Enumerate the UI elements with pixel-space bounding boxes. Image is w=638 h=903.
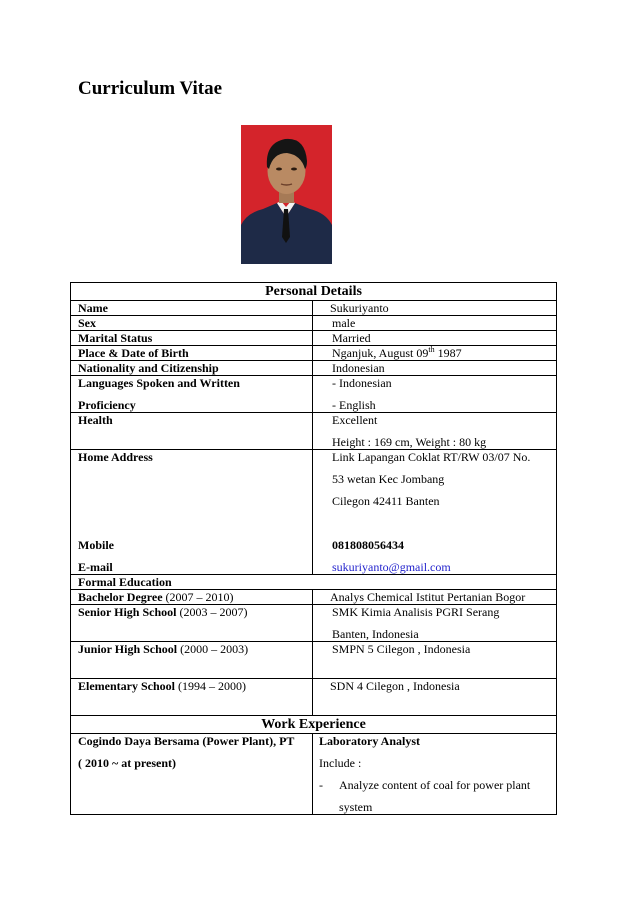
education-level: Elementary School bbox=[78, 679, 175, 693]
education-school: SMK Kimia Analisis PGRI Serang bbox=[332, 605, 500, 619]
health-row bbox=[71, 413, 557, 450]
nationality-label: Nationality and Citizenship bbox=[71, 361, 313, 376]
languages-value-cell bbox=[313, 376, 557, 413]
education-school: SMPN 5 Cilegon , Indonesia bbox=[313, 642, 557, 679]
address-contact-row bbox=[71, 450, 557, 575]
cv-table bbox=[70, 282, 557, 815]
education-level: Junior High School bbox=[78, 642, 178, 656]
education-years: (2007 – 2010) bbox=[162, 590, 234, 604]
education-school: Analys Chemical Istitut Pertanian Bogor bbox=[313, 590, 557, 605]
work-position: Laboratory Analyst bbox=[319, 734, 421, 748]
name-value: Sukuriyanto bbox=[313, 301, 557, 316]
work-task-continuation: system bbox=[339, 800, 373, 814]
languages-label-cell bbox=[71, 376, 313, 413]
education-level-cell bbox=[71, 590, 313, 605]
nationality-row bbox=[71, 361, 557, 376]
marital-row bbox=[71, 331, 557, 346]
birth-day-suffix: th bbox=[428, 345, 435, 354]
work-experience-header-row bbox=[71, 716, 557, 734]
education-level-cell bbox=[71, 642, 313, 679]
work-period: ( 2010 ~ at present) bbox=[78, 756, 177, 770]
proficiency-label: Proficiency bbox=[78, 398, 136, 412]
name-row bbox=[71, 301, 557, 316]
address-line-1: Link Lapangan Coklat RT/RW 03/07 No. bbox=[332, 450, 531, 464]
nationality-value: Indonesian bbox=[313, 361, 557, 376]
photo-eye-left bbox=[276, 168, 282, 171]
email-label: E-mail bbox=[78, 560, 113, 574]
health-status: Excellent bbox=[332, 413, 378, 427]
work-company-cell bbox=[71, 734, 313, 815]
sex-label: Sex bbox=[71, 316, 313, 331]
work-company: Cogindo Daya Bersama (Power Plant), PT bbox=[78, 734, 295, 748]
health-label: Health bbox=[71, 413, 313, 450]
birth-value: Nganjuk, August 09 bbox=[332, 346, 429, 360]
education-years: (1994 – 2000) bbox=[175, 679, 246, 693]
personal-details-heading: Personal Details bbox=[71, 283, 557, 301]
work-role-cell bbox=[313, 734, 557, 815]
education-row-senior-high bbox=[71, 605, 557, 642]
health-value-cell bbox=[313, 413, 557, 450]
education-level-cell bbox=[71, 605, 313, 642]
sex-row bbox=[71, 316, 557, 331]
education-school: SDN 4 Cilegon , Indonesia bbox=[313, 679, 557, 716]
photo-eye-right bbox=[291, 168, 297, 171]
languages-label: Languages Spoken and Written bbox=[78, 376, 240, 390]
education-level: Senior High School bbox=[78, 605, 177, 619]
birth-row bbox=[71, 346, 557, 361]
address-line-2: 53 wetan Kec Jombang bbox=[332, 472, 445, 486]
personal-details-header-row bbox=[71, 283, 557, 301]
work-include-label: Include : bbox=[319, 756, 362, 770]
work-experience-heading: Work Experience bbox=[71, 716, 557, 734]
education-years: (2000 – 2003) bbox=[177, 642, 249, 656]
language-indonesian: - Indonesian bbox=[332, 376, 392, 390]
education-row-elementary bbox=[71, 679, 557, 716]
email-link[interactable]: sukuriyanto@gmail.com bbox=[332, 560, 451, 574]
mobile-value: 081808056434 bbox=[332, 538, 404, 552]
name-label: Name bbox=[71, 301, 313, 316]
birth-label: Place & Date of Birth bbox=[71, 346, 313, 361]
education-level: Bachelor Degree bbox=[78, 590, 163, 604]
work-task-line bbox=[319, 778, 549, 792]
sex-value: male bbox=[313, 316, 557, 331]
mobile-label: Mobile bbox=[78, 538, 114, 552]
profile-photo bbox=[241, 125, 332, 264]
languages-row bbox=[71, 376, 557, 413]
education-level-cell bbox=[71, 679, 313, 716]
address-contact-labels bbox=[71, 450, 313, 575]
address-contact-values bbox=[313, 450, 557, 575]
language-english: - English bbox=[332, 398, 376, 412]
birth-value-cell bbox=[313, 346, 557, 361]
education-school-cell bbox=[313, 605, 557, 642]
page-title: Curriculum Vitae bbox=[78, 78, 223, 99]
address-label: Home Address bbox=[78, 450, 153, 464]
education-years: (2003 – 2007) bbox=[176, 605, 248, 619]
birth-year: 1987 bbox=[434, 346, 462, 360]
marital-label: Marital Status bbox=[71, 331, 313, 346]
formal-education-heading: Formal Education bbox=[71, 575, 557, 590]
work-task-text: Analyze content of coal for power plant bbox=[339, 778, 531, 792]
work-row bbox=[71, 734, 557, 815]
marital-value: Married bbox=[313, 331, 557, 346]
address-line-3: Cilegon 42411 Banten bbox=[332, 494, 440, 508]
formal-education-header-row bbox=[71, 575, 557, 590]
education-school-location: Banten, Indonesia bbox=[332, 627, 419, 641]
height-weight: Height : 169 cm, Weight : 80 kg bbox=[332, 435, 487, 449]
education-row-junior-high bbox=[71, 642, 557, 679]
education-row-bachelor bbox=[71, 590, 557, 605]
bullet-dash: - bbox=[319, 778, 323, 792]
